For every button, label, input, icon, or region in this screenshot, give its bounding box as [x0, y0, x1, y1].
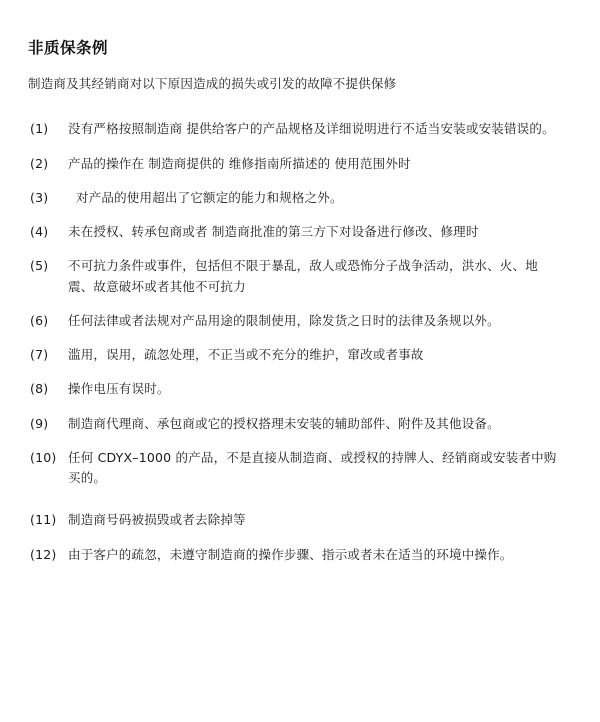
document-subtitle: 制造商及其经销商对以下原因造成的损失或引发的故障不提供保修 [28, 75, 397, 91]
list-item [28, 379, 572, 399]
list-item [28, 119, 572, 139]
clause-text: 制造商号码被损毁或者去除掉等 [68, 512, 246, 528]
clause-number: (1) [30, 121, 49, 137]
clause-number: (5) [30, 258, 49, 274]
clause-text: 对产品的使用超出了它额定的能力和规格之外。 [76, 189, 343, 205]
clause-number: (6) [30, 312, 49, 328]
list-item [28, 311, 572, 331]
page-title: 非质保条例 [28, 39, 109, 57]
clause-text: 产品的操作在 制造商提供的 维修指南所描述的 使用范围外时 [68, 155, 411, 171]
clause-number: (3) [30, 189, 49, 205]
list-item [28, 545, 572, 565]
clause-list [28, 119, 572, 565]
clause-text: 由于客户的疏忽，未遵守制造商的操作步骤、指示或者未在适当的环境中操作。 [68, 546, 513, 562]
list-item [28, 154, 572, 174]
clause-text: 任何法律或者法规对产品用途的限制使用，除发货之日时的法律及条规以外。 [68, 312, 500, 328]
clause-text: 不可抗力条件或事件，包括但不限于暴乱，敌人或恐怖分子战争活动，洪水、火、地震、故意破坏或者其他不可抗力 [68, 258, 538, 294]
clause-number: (10) [30, 449, 57, 465]
clause-number: (12) [30, 546, 57, 562]
list-item [28, 222, 572, 242]
list-item [28, 345, 572, 365]
clause-number: (8) [30, 381, 49, 397]
list-item [28, 414, 572, 434]
clause-text: 没有严格按照制造商 提供给客户的产品规格及详细说明进行不适当安装或安装错误的。 [68, 121, 555, 137]
list-item [28, 188, 572, 208]
clause-number: (4) [30, 224, 49, 240]
clause-number: (9) [30, 415, 49, 431]
clause-text: 未在授权、转承包商或者 制造商批准的第三方下对设备进行修改、修理时 [68, 224, 479, 240]
clause-text: 制造商代理商、承包商或它的授权搭理未安装的辅助部件、附件及其他设备。 [68, 415, 500, 431]
clause-number: (7) [30, 347, 49, 363]
list-item [28, 510, 572, 530]
clause-text: 滥用，误用，疏忽处理，不正当或不充分的维护，窜改或者事故 [68, 347, 424, 363]
list-item [28, 256, 572, 297]
clause-number: (11) [30, 512, 57, 528]
list-item [28, 448, 572, 489]
clause-number: (2) [30, 155, 49, 171]
clause-text: 操作电压有误时。 [68, 381, 170, 397]
clause-text: 任何 CDYX–1000 的产品，不是直接从制造商、或授权的持牌人、经销商或安装者中购买的。 [68, 449, 557, 486]
